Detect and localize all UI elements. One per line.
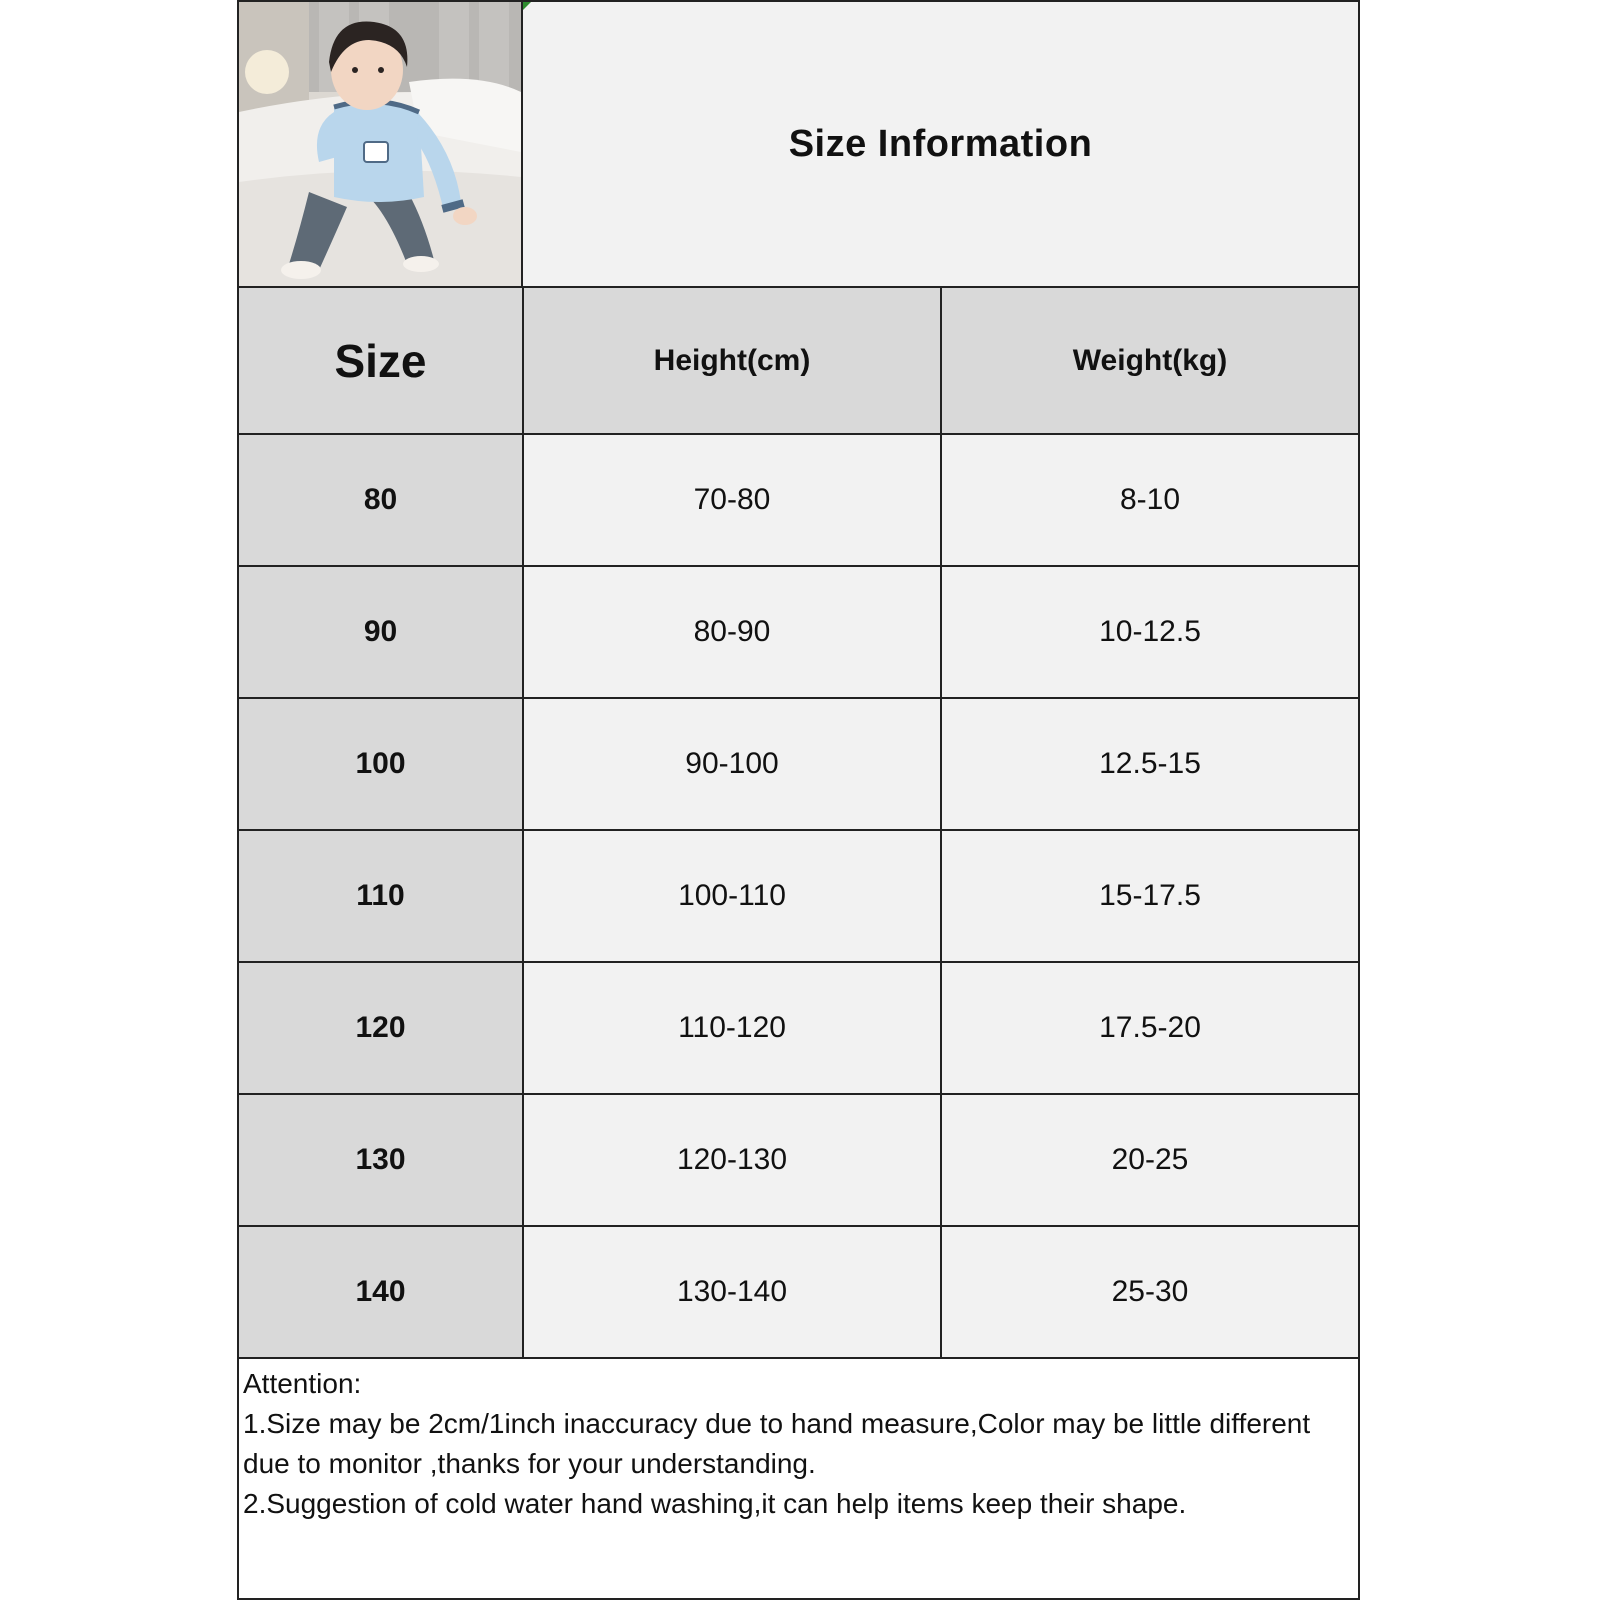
- notes-line-2: 2.Suggestion of cold water hand washing,it can help items keep their shape.: [243, 1488, 1187, 1519]
- product-photo: [239, 2, 523, 286]
- table-row: [239, 698, 1358, 830]
- size-cell: 90: [239, 566, 523, 698]
- weight-cell: 17.5-20: [941, 962, 1358, 1094]
- title-cell: [523, 2, 1358, 286]
- table-row: [239, 434, 1358, 566]
- notes-line-1: 1.Size may be 2cm/1inch inaccuracy due to hand measure,Color may be little different due to monitor ,thanks for your understanding.: [243, 1408, 1311, 1479]
- page-title: Size Information: [788, 122, 1093, 165]
- size-chart-sheet: [237, 0, 1360, 1600]
- column-header-weight: Weight(kg): [941, 288, 1358, 434]
- weight-cell: 20-25: [941, 1094, 1358, 1226]
- table-row: [239, 962, 1358, 1094]
- size-cell: 80: [239, 434, 523, 566]
- size-cell: 110: [239, 830, 523, 962]
- notes-heading: Attention:: [243, 1368, 362, 1399]
- table-header-row: [239, 288, 1358, 434]
- table-row: [239, 1226, 1358, 1358]
- child-pajamas-photo-icon: [239, 2, 521, 286]
- column-header-height: Height(cm): [523, 288, 941, 434]
- height-cell: 90-100: [523, 698, 941, 830]
- size-cell: 100: [239, 698, 523, 830]
- height-cell: 80-90: [523, 566, 941, 698]
- height-cell: 100-110: [523, 830, 941, 962]
- table-row: [239, 830, 1358, 962]
- weight-cell: 15-17.5: [941, 830, 1358, 962]
- size-cell: 140: [239, 1226, 523, 1358]
- weight-cell: 12.5-15: [941, 698, 1358, 830]
- height-cell: 120-130: [523, 1094, 941, 1226]
- weight-cell: 8-10: [941, 434, 1358, 566]
- size-cell: 130: [239, 1094, 523, 1226]
- height-cell: 70-80: [523, 434, 941, 566]
- height-cell: 110-120: [523, 962, 941, 1094]
- weight-cell: 25-30: [941, 1226, 1358, 1358]
- table-row: [239, 1094, 1358, 1226]
- size-cell: 120: [239, 962, 523, 1094]
- table-row: [239, 566, 1358, 698]
- attention-notes: [239, 1360, 1358, 1524]
- weight-cell: 10-12.5: [941, 566, 1358, 698]
- size-table: [239, 288, 1358, 1359]
- height-cell: 130-140: [523, 1226, 941, 1358]
- column-header-size: Size: [239, 288, 523, 434]
- corner-mark-icon: [523, 2, 531, 10]
- header-row: [239, 2, 1358, 288]
